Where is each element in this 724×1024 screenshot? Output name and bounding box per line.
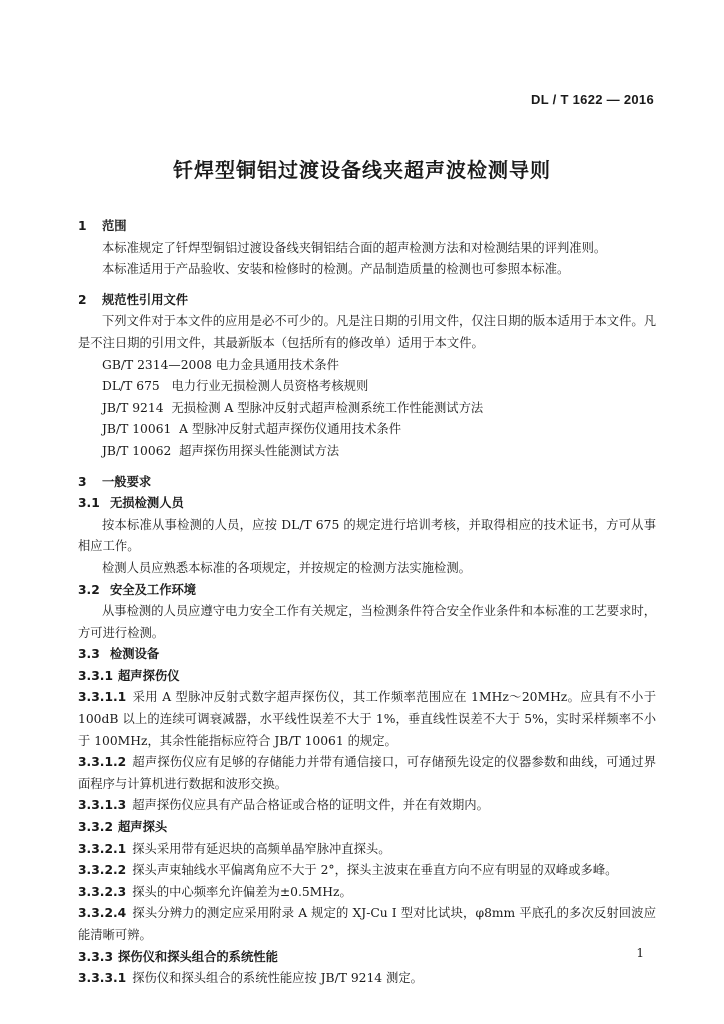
- section-title: 范围: [102, 219, 127, 233]
- reference-title: 电力金具通用技术条件: [215, 357, 339, 372]
- clause-item: [78, 882, 656, 904]
- section-title: 一般要求: [102, 474, 152, 489]
- clause-text: 探头采用带有延迟块的高频单晶窄脉冲直探头。: [132, 841, 391, 856]
- section-number: 3.3.1: [78, 668, 114, 683]
- clause-number: 3.3.1.3: [78, 798, 127, 813]
- section-title: 超声探伤仪: [118, 668, 180, 683]
- reference-title: 电力行业无损检测人员资格考核规则: [171, 379, 369, 394]
- clause-item: [78, 968, 656, 990]
- subsection-3-3-heading: [78, 644, 656, 666]
- subsection-3-1-heading: [78, 493, 656, 515]
- section-number: 3.3.2: [78, 820, 114, 835]
- reference-item: [78, 355, 656, 377]
- subsection-3-3-3-heading: [78, 947, 656, 969]
- document-title: 钎焊型铜铝过渡设备线夹超声波检测导则: [173, 158, 551, 182]
- section-title: 安全及工作环境: [110, 582, 197, 597]
- clause-text: 探头分辨力的测定应采用附录 A 规定的 XJ-Cu Ⅰ 型对比试块，φ8mm 平底孔的多次反射回波应能清晰可辨。: [78, 906, 656, 942]
- reference-item: [78, 441, 656, 463]
- section-number: 3: [78, 474, 87, 489]
- section-number: 3.3: [78, 647, 100, 662]
- clause-number: 3.3.2.3: [78, 884, 127, 899]
- section-number: 3.3.3: [78, 949, 114, 964]
- section-number: 1: [78, 219, 87, 233]
- paragraph: 本标准规定了钎焊型铜铝过渡设备线夹铜铝结合面的超声检测方法和对检测结果的评判准则。: [102, 240, 607, 255]
- clause-item: [78, 752, 656, 795]
- section-3-heading: [78, 472, 656, 494]
- clause-text: 探伤仪和探头组合的系统性能应按 JB/T 9214 测定。: [132, 971, 423, 986]
- reference-code: JB/T 9214: [102, 400, 164, 415]
- section-title: 无损检测人员: [110, 496, 184, 511]
- clause-number: 3.3.2.1: [78, 841, 127, 856]
- section-title: 规范性引用文件: [102, 292, 189, 307]
- clause-text: 探头声束轴线水平偏离角应不大于 2°，探头主波束在垂直方向不应有明显的双峰或多峰。: [132, 863, 618, 878]
- reference-title: 超声探伤用探头性能测试方法: [179, 443, 340, 458]
- section-title: 超声探头: [118, 820, 168, 835]
- section-number: 2: [78, 292, 87, 307]
- clause-item: [78, 795, 656, 817]
- reference-code: DL/T 675: [102, 379, 160, 394]
- paragraph: 按本标准从事检测的人员，应按 DL/T 675 的规定进行培训考核，并取得相应的技术证书，方可从事相应工作。: [78, 517, 656, 554]
- reference-item: [78, 419, 656, 441]
- reference-code: JB/T 10062: [102, 443, 172, 458]
- subsection-3-3-2-heading: [78, 817, 656, 839]
- clause-text: 超声探伤仪应有足够的存储能力并带有通信接口，可存储预先设定的仪器参数和曲线，可通过界面程序与计算机进行数据和波形交换。: [78, 755, 656, 791]
- subsection-3-2-heading: [78, 580, 656, 602]
- section-2-heading: [78, 290, 656, 312]
- document-body: [78, 216, 656, 990]
- page-number: 1: [636, 946, 644, 960]
- clause-item: [78, 903, 656, 946]
- paragraph: 从事检测的人员应遵守电力安全工作有关规定，当检测条件符合安全作业条件和本标准的工艺要求时，方可进行检测。: [78, 604, 656, 640]
- reference-title: A 型脉冲反射式超声探伤仪通用技术条件: [179, 422, 402, 437]
- section-number: 3.2: [78, 582, 100, 597]
- document-code: DL / T 1622 — 2016: [531, 92, 654, 107]
- clause-item: [78, 860, 656, 882]
- section-number: 3.1: [78, 496, 100, 511]
- reference-item: [78, 398, 656, 420]
- clause-item: [78, 839, 656, 861]
- clause-item: [78, 687, 656, 752]
- clause-number: 3.3.2.2: [78, 863, 127, 878]
- reference-item: [78, 376, 656, 398]
- subsection-3-3-1-heading: [78, 666, 656, 688]
- section-1-heading: [78, 216, 656, 238]
- clause-text: 探头的中心频率允许偏差为±0.5MHz。: [132, 884, 352, 899]
- reference-code: JB/T 10061: [102, 422, 172, 437]
- paragraph: 检测人员应熟悉本标准的各项规定，并按规定的检测方法实施检测。: [102, 560, 471, 575]
- section-title: 检测设备: [110, 647, 160, 662]
- clause-number: 3.3.1.2: [78, 755, 127, 770]
- clause-number: 3.3.2.4: [78, 906, 127, 921]
- clause-number: 3.3.1.1: [78, 690, 127, 705]
- paragraph: 下列文件对于本文件的应用是必不可少的。凡是注日期的引用文件，仅注日期的版本适用于本文件。凡是不注日期的引用文件，其最新版本（包括所有的修改单）适用于本文件。: [78, 314, 656, 350]
- paragraph: 本标准适用于产品验收、安装和检修时的检测。产品制造质量的检测也可参照本标准。: [102, 262, 570, 277]
- clause-number: 3.3.3.1: [78, 971, 127, 986]
- clause-text: 超声探伤仪应具有产品合格证或合格的证明文件，并在有效期内。: [132, 798, 489, 813]
- reference-title: 无损检测 A 型脉冲反射式超声检测系统工作性能测试方法: [171, 400, 484, 415]
- clause-text: 采用 A 型脉冲反射式数字超声探伤仪，其工作频率范围应在 1MHz～20MHz。应具有不小于 100dB 以上的连续可调衰减器，水平线性误差不大于 1%，垂直线性误差不大于 5%，实时采样频率不小于 100MHz，其余性能指标应符合 JB/T 10061 的规定。: [78, 690, 656, 748]
- reference-code: GB/T 2314—2008: [102, 357, 212, 372]
- section-title: 探伤仪和探头组合的系统性能: [118, 949, 278, 964]
